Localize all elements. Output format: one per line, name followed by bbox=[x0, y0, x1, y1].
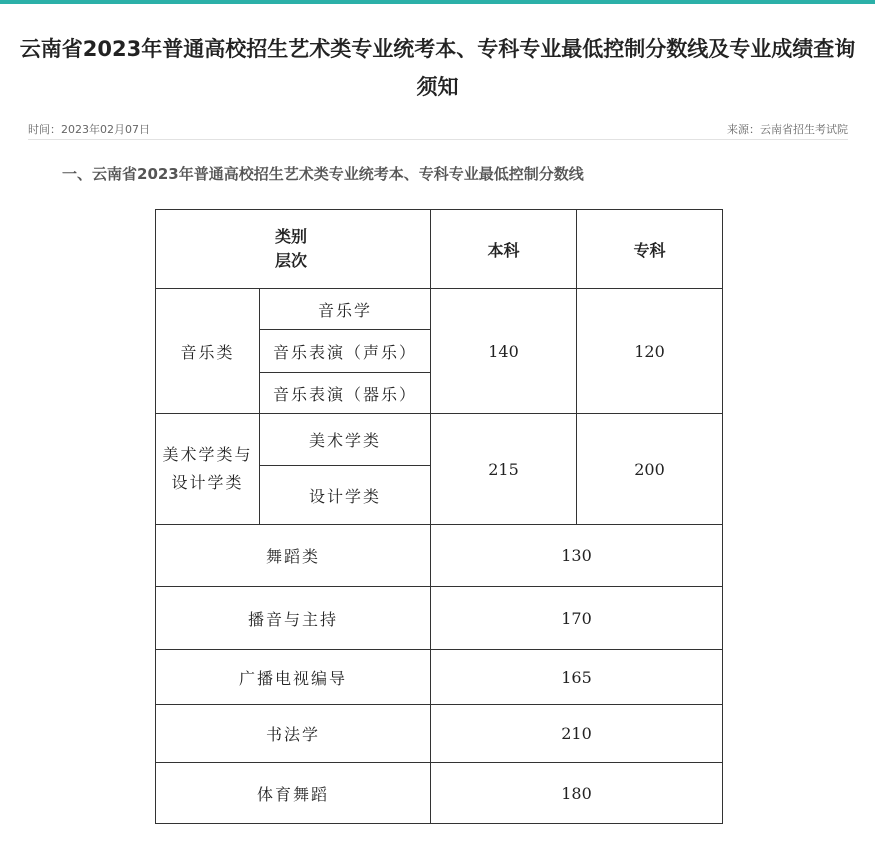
benke-score-cell: 140 bbox=[431, 289, 577, 414]
score-cell: 165 bbox=[431, 650, 723, 705]
table-row bbox=[156, 525, 723, 587]
subject-cell: 美术学类 bbox=[260, 414, 431, 466]
zhuanke-score-cell: 200 bbox=[577, 414, 723, 525]
table-row bbox=[156, 414, 723, 466]
subject-cell: 音乐表演（声乐） bbox=[260, 330, 431, 373]
article-meta-bar bbox=[28, 119, 848, 140]
category-header-label: 类别 bbox=[275, 227, 308, 246]
score-cell: 170 bbox=[431, 587, 723, 650]
benke-score-cell: 215 bbox=[431, 414, 577, 525]
table-row bbox=[156, 705, 723, 763]
article-title: 云南省2023年普通高校招生艺术类专业统考本、专科专业最低控制分数线及专业成绩查询须知 bbox=[19, 37, 856, 99]
subject-cell: 音乐表演（器乐） bbox=[260, 373, 431, 414]
table-row bbox=[156, 763, 723, 824]
category-cell: 舞蹈类 bbox=[156, 525, 431, 587]
subject-cell: 设计学类 bbox=[260, 466, 431, 525]
zhuanke-column-header: 专科 bbox=[577, 210, 723, 289]
category-cell: 广播电视编导 bbox=[156, 650, 431, 705]
score-table bbox=[155, 209, 723, 824]
publish-time: 时间：2023年02月07日 bbox=[28, 123, 150, 136]
category-cell: 书法学 bbox=[156, 705, 431, 763]
table-row bbox=[156, 587, 723, 650]
category-line: 美术学类与 bbox=[162, 445, 253, 464]
article-source: 来源：云南省招生考试院 bbox=[727, 123, 848, 136]
score-cell: 210 bbox=[431, 705, 723, 763]
category-line: 设计学类 bbox=[171, 473, 244, 492]
section-heading: 一、云南省2023年普通高校招生艺术类专业统考本、专科专业最低控制分数线 bbox=[62, 165, 584, 183]
category-cell: 体育舞蹈 bbox=[156, 763, 431, 824]
table-row bbox=[156, 650, 723, 705]
score-cell: 130 bbox=[431, 525, 723, 587]
subject-cell: 音乐学 bbox=[260, 289, 431, 330]
score-cell: 180 bbox=[431, 763, 723, 824]
benke-column-header: 本科 bbox=[431, 210, 577, 289]
table-row bbox=[156, 289, 723, 330]
category-cell: 音乐类 bbox=[156, 289, 260, 414]
category-cell bbox=[156, 414, 260, 525]
top-accent-bar bbox=[0, 0, 875, 4]
table-header-row bbox=[156, 210, 723, 289]
level-header-label: 层次 bbox=[275, 251, 308, 270]
zhuanke-score-cell: 120 bbox=[577, 289, 723, 414]
category-level-header bbox=[156, 210, 431, 289]
category-cell: 播音与主持 bbox=[156, 587, 431, 650]
